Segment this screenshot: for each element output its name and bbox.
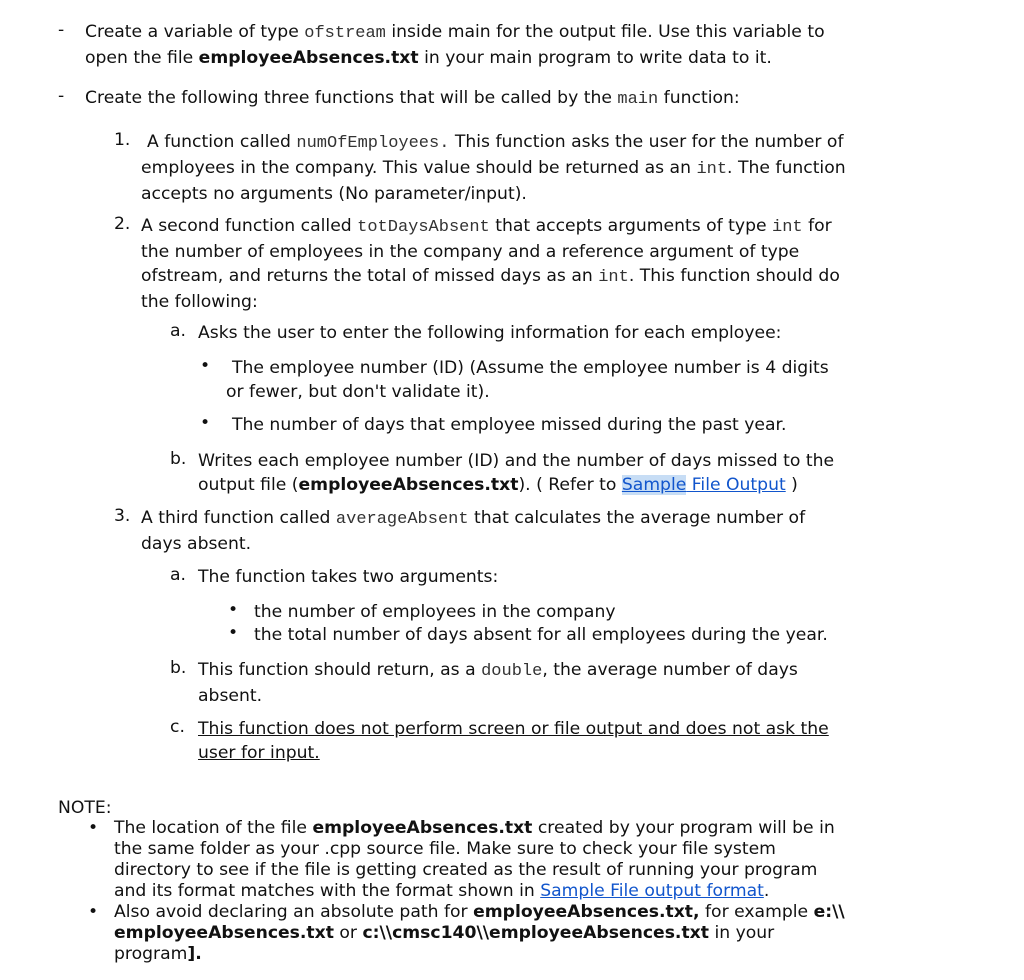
paragraph-no-output: This function does not perform screen or file output and does not ask the user for input.	[198, 719, 829, 763]
code-double: double	[481, 662, 543, 681]
sub-letter: c.	[170, 717, 185, 737]
filename-employee-absences: employeeAbsences.txt	[312, 818, 533, 838]
filename-employee-absences: employeeAbsences.txt,	[473, 902, 700, 922]
filename-employee-absences: employeeAbsences.txt	[298, 475, 519, 495]
sample-file-output-link[interactable]: Sample File Output	[621, 475, 786, 495]
bullet-marker: •	[228, 600, 239, 620]
bullet-marker: •	[200, 413, 211, 433]
paragraph-average-absent: A third function called averageAbsent that calculates the average number of days absent.	[141, 508, 806, 554]
sub-letter: a.	[170, 565, 186, 585]
filename-employee-absences: employeeAbsences.txt	[198, 48, 419, 68]
dash-marker: -	[58, 20, 65, 40]
paragraph-asks-user: Asks the user to enter the following information for each employee:	[198, 323, 782, 343]
dash-marker: -	[58, 86, 65, 106]
path-example-e: e:\\ employeeAbsences.txt	[114, 902, 845, 943]
list-number: 1.	[114, 130, 131, 150]
bullet-marker: •	[88, 818, 99, 838]
bullet-marker: •	[228, 623, 239, 643]
bullet-text: the total number of days absent for all employees during the year.	[254, 625, 828, 645]
code-average-absent: averageAbsent	[335, 510, 469, 529]
sub-letter: a.	[170, 321, 186, 341]
list-number: 3.	[114, 506, 131, 526]
paragraph-writes-output: Writes each employee number (ID) and the number of days missed to the output file (employeeAbsences.txt). ( Refer to Sample File Output )	[198, 451, 835, 495]
paragraph-ofstream: Create a variable of type ofstream inside main for the output file. Use this variable to open the file employeeAbsences.txt in your main program to write data to it.	[85, 22, 825, 68]
code-int: int	[772, 218, 803, 237]
code-ofstream: ofstream	[304, 24, 386, 43]
code-int: int	[696, 160, 728, 179]
code-num-of-employees: numOfEmployees.	[296, 134, 450, 153]
paragraph-two-arguments: The function takes two arguments:	[198, 567, 499, 587]
code-tot-days-absent: totDaysAbsent	[357, 218, 490, 237]
bullet-text: the number of employees in the company	[254, 602, 616, 622]
paragraph-tot-days-absent: A second function called totDaysAbsent that accepts arguments of type int for the number of employees in the company and a reference argument of type ofstream, and returns the total of missed days as an int. This function should do the following:	[141, 216, 840, 312]
path-example-c: c:\\cmsc140\\employeeAbsences.txt	[362, 923, 709, 943]
paragraph-absolute-path: Also avoid declaring an absolute path for employeeAbsences.txt, for example e:\\ employeeAbsences.txt or c:\\cmsc140\\employeeAbsences.txt in your program].	[114, 902, 845, 964]
program-text: program].	[114, 944, 202, 964]
sub-letter: b.	[170, 658, 187, 678]
paragraph-return-double: This function should return, as a double, the average number of days absent.	[198, 660, 798, 706]
list-number: 2.	[114, 214, 131, 234]
sub-letter: b.	[170, 449, 187, 469]
bullet-marker: •	[200, 356, 211, 376]
paragraph-functions-intro: Create the following three functions that will be called by the main function:	[85, 88, 740, 109]
note-title: NOTE:	[58, 798, 112, 818]
code-int: int	[598, 268, 629, 287]
bullet-marker: •	[88, 902, 99, 922]
code-main: main	[617, 90, 659, 109]
paragraph-num-of-employees: A function called numOfEmployees. This function asks the user for the number of employees in the company. This value should be returned as an int. The function accepts no arguments (No parameter/input).	[141, 132, 846, 204]
bullet-text: The number of days that employee missed during the past year.	[232, 415, 787, 435]
bullet-text: The employee number (ID) (Assume the employee number is 4 digits or fewer, but don't validate it).	[226, 358, 829, 402]
paragraph-file-location: The location of the file employeeAbsences.txt created by your program will be in the same folder as your .cpp source file. Make sure to check your file system directory to see if the file is getting created as the result of running your program and its format matches with the format shown in Sample File output format.	[114, 818, 835, 901]
sample-file-output-format-link[interactable]: Sample File output format	[540, 881, 764, 901]
